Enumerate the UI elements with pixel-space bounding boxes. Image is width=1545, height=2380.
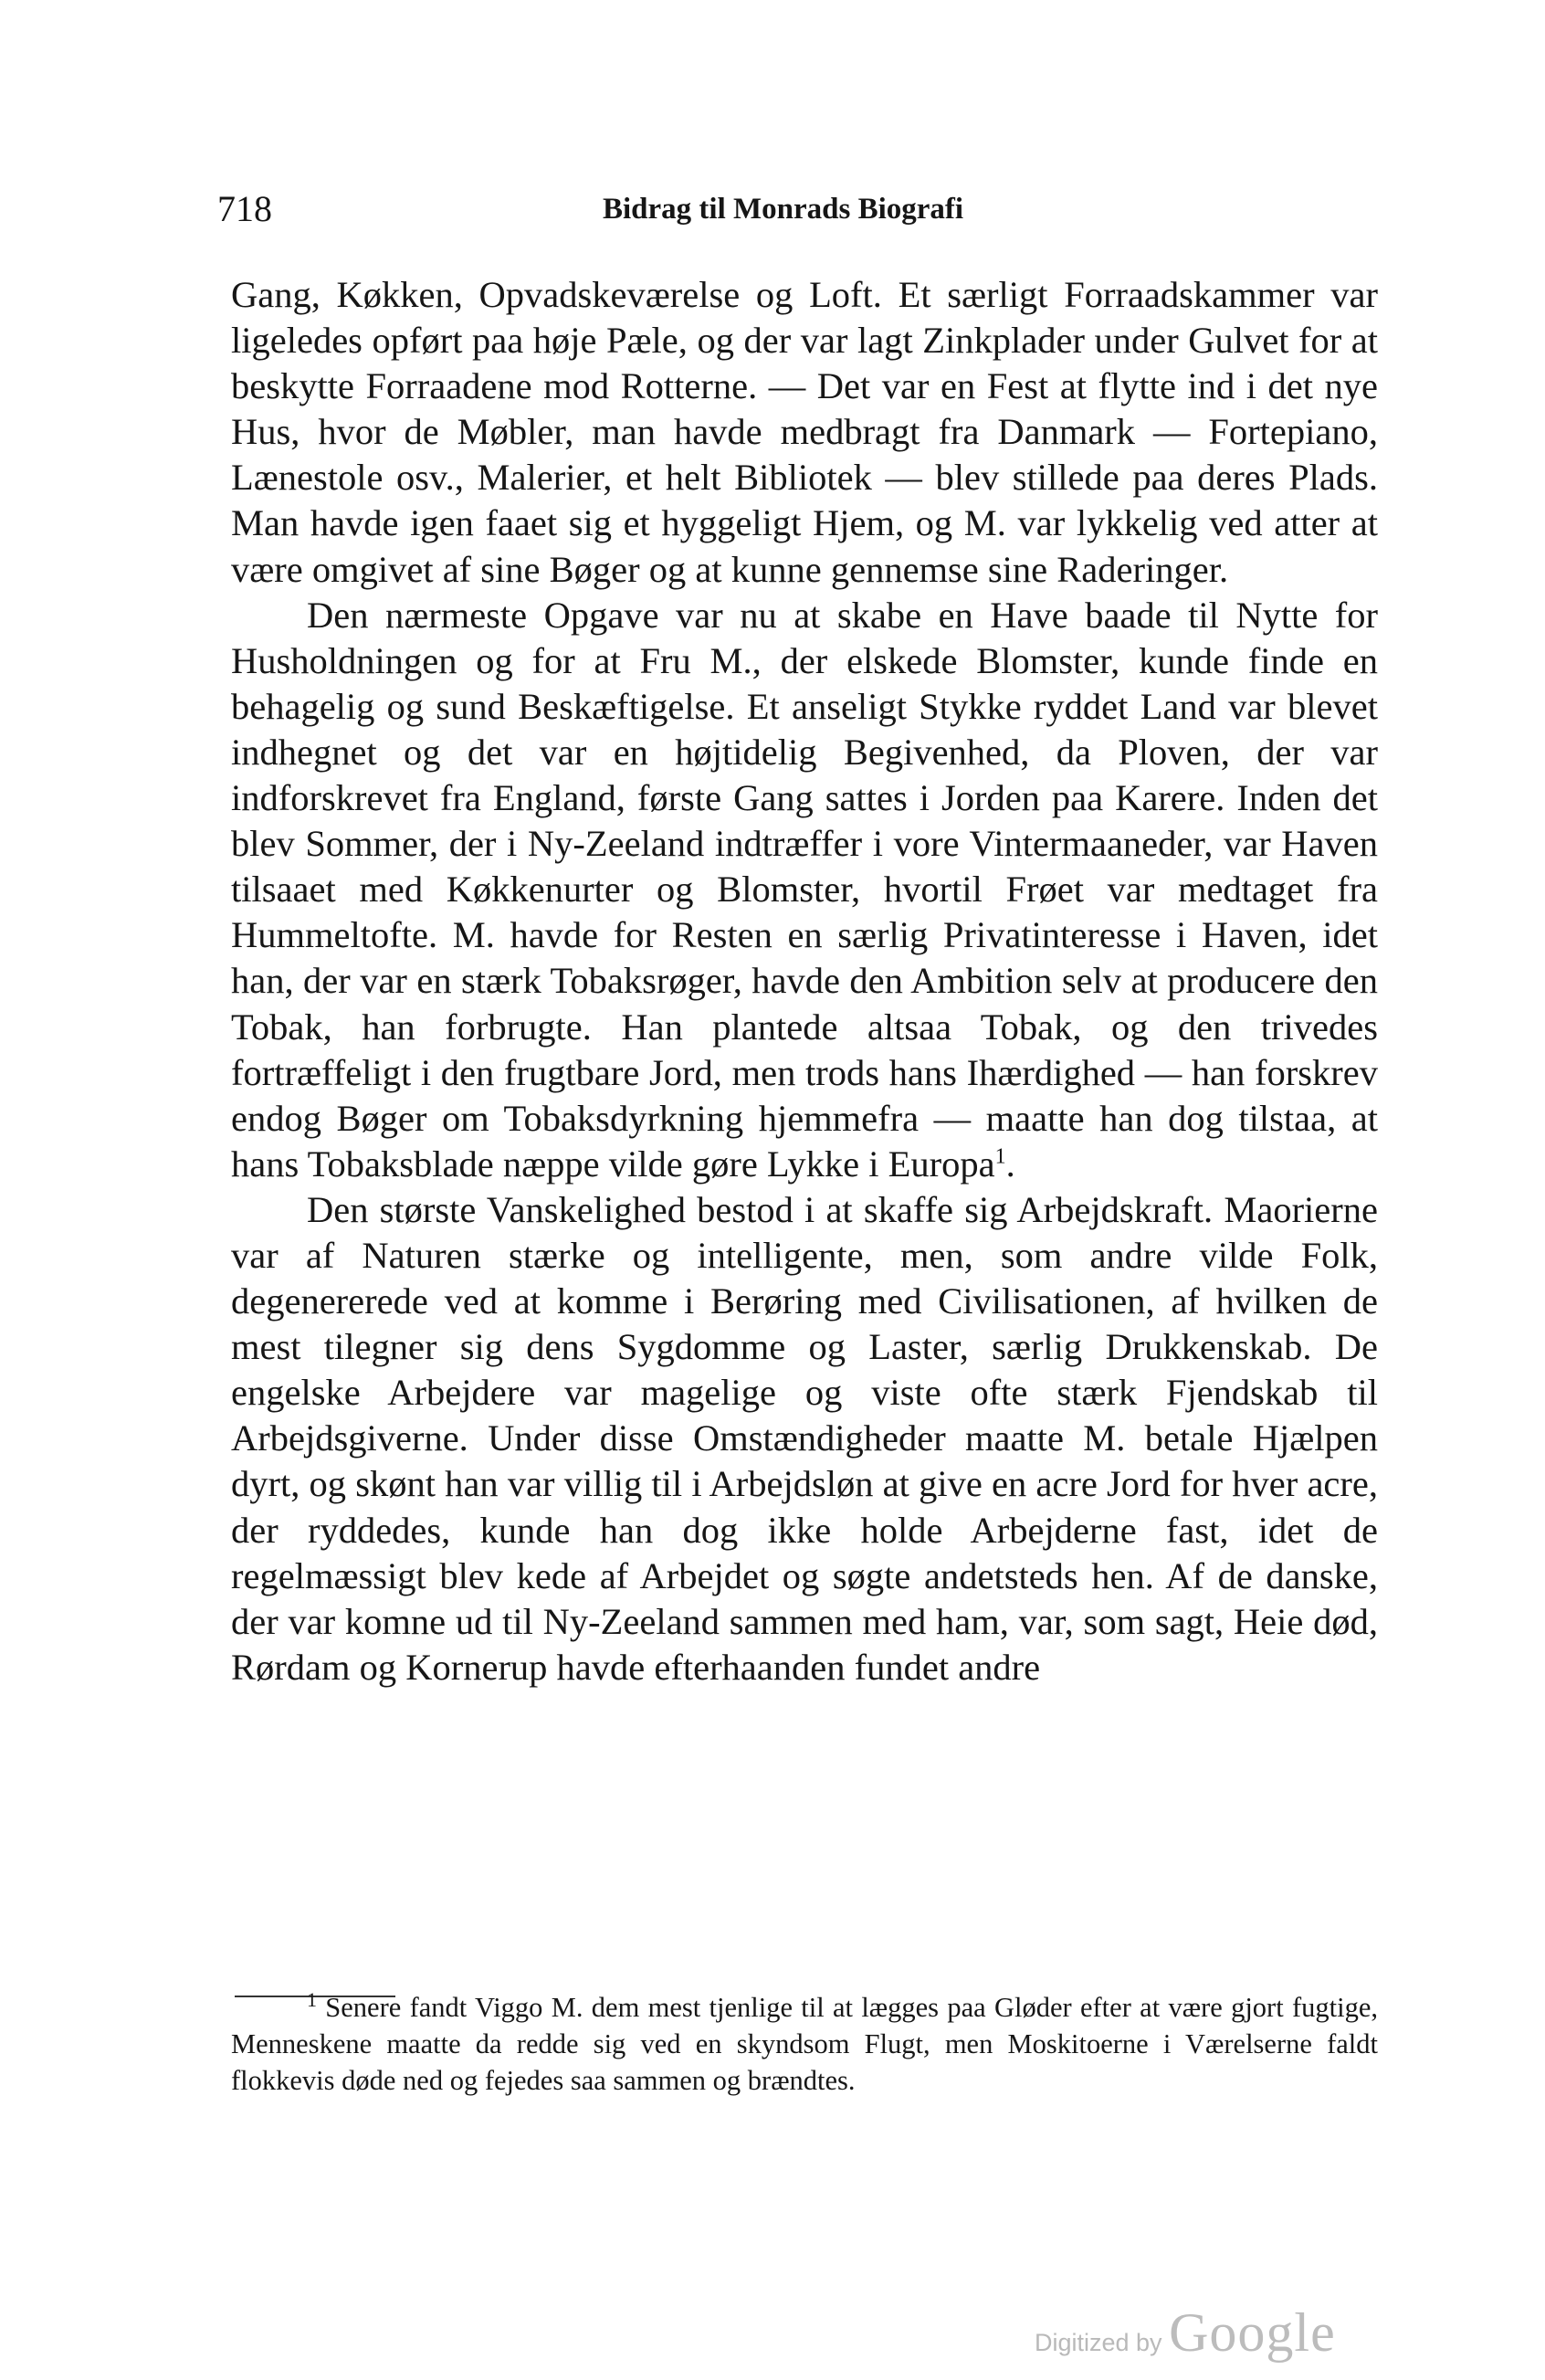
paragraph-garden-end: . <box>1005 1143 1015 1185</box>
watermark-prefix: Digitized by <box>1035 2329 1170 2356</box>
footnote-text: Senere fandt Viggo M. dem mest tjenlige til at lægges paa Gløder efter at være gjort fugtige, Menneskene maatte da redde sig ved en skyndsom Flugt, men Moskitoerne i Værelserne faldt flokkevis døde ned og fejedes saa sammen og brændtes. <box>231 1992 1378 2096</box>
paragraph-continued: Gang, Køkken, Opvadskeværelse og Loft. Et særligt Forraadskammer var ligeledes opført paa høje Pæle, og der var lagt Zinkplader under Gulvet for at beskytte Forraadene mod Rotterne. — Det var en Fest at flytte ind i det nye Hus, hvor de Møbler, man havde medbragt fra Danmark — Fortepiano, Lænestole osv., Malerier, et helt Bibliotek — blev stillede paa deres Plads. Man havde igen faaet sig et hyggeligt Hjem, og M. var lykkelig ved atter at være omgivet af sine Bøger og at kunne gennemse sine Raderinger. <box>231 274 1378 590</box>
google-logo: Google <box>1169 2302 1336 2363</box>
digitized-watermark <box>1035 2301 1336 2364</box>
paragraph-garden <box>231 593 1378 1187</box>
running-head: Bidrag til Monrads Biografi <box>603 193 964 226</box>
main-text <box>231 272 1378 1690</box>
footnote-reference: 1 <box>994 1144 1006 1169</box>
footnotes <box>231 1989 1378 2099</box>
footnote-mark: 1 <box>307 1987 317 2011</box>
paragraph-garden-text: Den nærmeste Opgave var nu at skabe en Have baade til Nytte for Husholdningen og for at Fru M., der elskede Blomster, kunde finde en behagelig og sund Beskæftigelse. Et anseligt Stykke ryddet Land var blevet indhegnet og det var en højtidelig Begivenhed, da Ploven, der var indforskrevet fra England, første Gang sattes i Jorden paa Karere. Inden det blev Sommer, der i Ny-Zeeland indtræffer i vore Vintermaaneder, var Haven tilsaaet med Køkkenurter og Blomster, hvortil Frøet var medtaget fra Hummeltofte. M. havde for Resten en særlig Privatinteresse i Haven, idet han, der var en stærk Tobaksrøger, havde den Ambition selv at producere den Tobak, han forbrugte. Han plantede altsaa Tobak, og den trivedes fortræffeligt i den frugtbare Jord, men trods hans Ihærdighed — han forskrev endog Bøger om Tobaksdyrkning hjemmefra — maatte han dog tilstaa, at hans Tobaksblade næppe vilde gøre Lykke i Europa <box>231 594 1378 1185</box>
page-number: 718 <box>217 188 272 229</box>
footnote <box>231 1989 1378 2099</box>
paragraph-labour: Den største Vanskelighed bestod i at skaffe sig Arbejdskraft. Maorierne var af Naturen stærke og intelligente, men, som andre vilde Folk, degenererede ved at komme i Berøring med Civilisationen, af hvilken de mest tilegner sig dens Sygdomme og Laster, særlig Drukkenskab. De engelske Arbejdere var magelige og viste ofte stærk Fjendskab til Arbejdsgiverne. Under disse Omstændigheder maatte M. betale Hjælpen dyrt, og skønt han var villig til i Arbejdsløn at give en acre Jord for hver acre, der ryddedes, kunde han dog ikke holde Arbejderne fast, idet de regelmæssigt blev kede af Arbejdet og søgte andetsteds hen. Af de danske, der var komne ud til Ny-Zeeland sammen med ham, var, som sagt, Heie død, Rørdam og Kornerup havde efterhaanden fundet andre <box>231 1188 1378 1688</box>
